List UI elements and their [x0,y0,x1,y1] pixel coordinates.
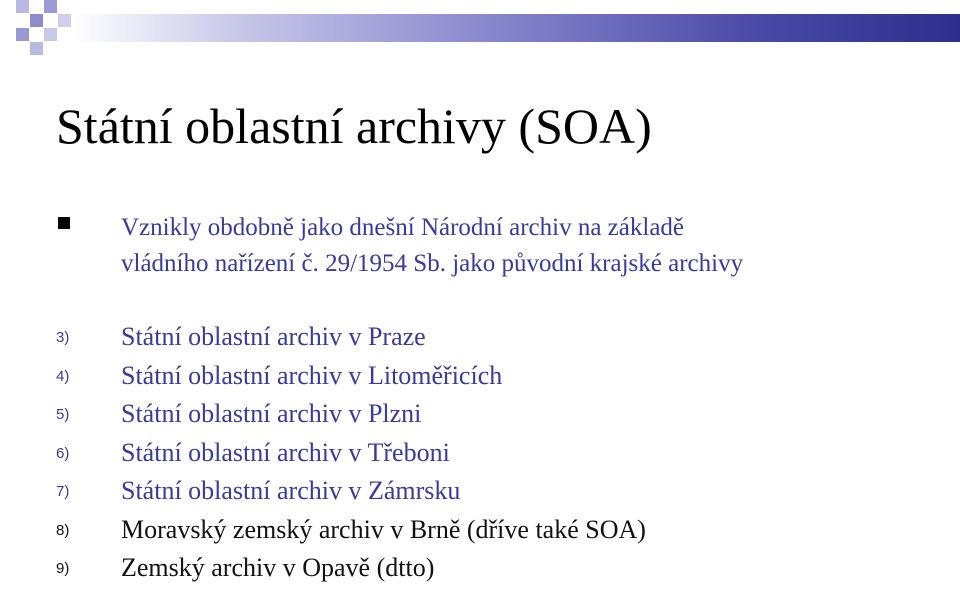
list-number: 5) [56,406,70,423]
list-item-label: Státní oblastní archiv v Třeboni [121,437,450,467]
list-item-label: Státní oblastní archiv v Litoměřicích [121,360,503,390]
list-number: 9) [56,560,70,577]
list-number: 4) [56,367,70,385]
slide-title: Státní oblastní archivy (SOA) [56,98,652,154]
list-item-label: Státní oblastní archiv v Praze [121,322,426,351]
list-item-label: Státní oblastní archiv v Plzni [121,399,422,428]
decor-square [16,0,29,13]
decor-square [44,28,57,41]
decor-square [16,28,29,41]
list-item-label: Zemský archiv v Opavě (dtto) [121,553,435,582]
list-item-label: Moravský zemský archiv v Brně (dříve také SOA) [121,514,646,544]
list-number: 6) [56,444,70,462]
square-bullet-icon [58,217,70,229]
intro-line-2: vládního nařízení č. 29/1954 Sb. jako původní krajské archivy [121,250,744,277]
header-decoration [0,0,960,60]
list-number: 3) [56,329,70,346]
header-gradient-bar [72,14,960,42]
decor-square [44,0,57,13]
intro-line-1: Vznikly obdobně jako dnešní Národní archiv na základě [121,214,685,241]
decor-square [30,42,43,55]
list-item-label: Státní oblastní archiv v Zámrsku [121,476,461,505]
decor-square [58,14,71,27]
decor-square [30,14,43,27]
intro-bullet-text [121,210,743,282]
list-number: 7) [56,483,70,500]
list-number: 8) [56,521,70,539]
